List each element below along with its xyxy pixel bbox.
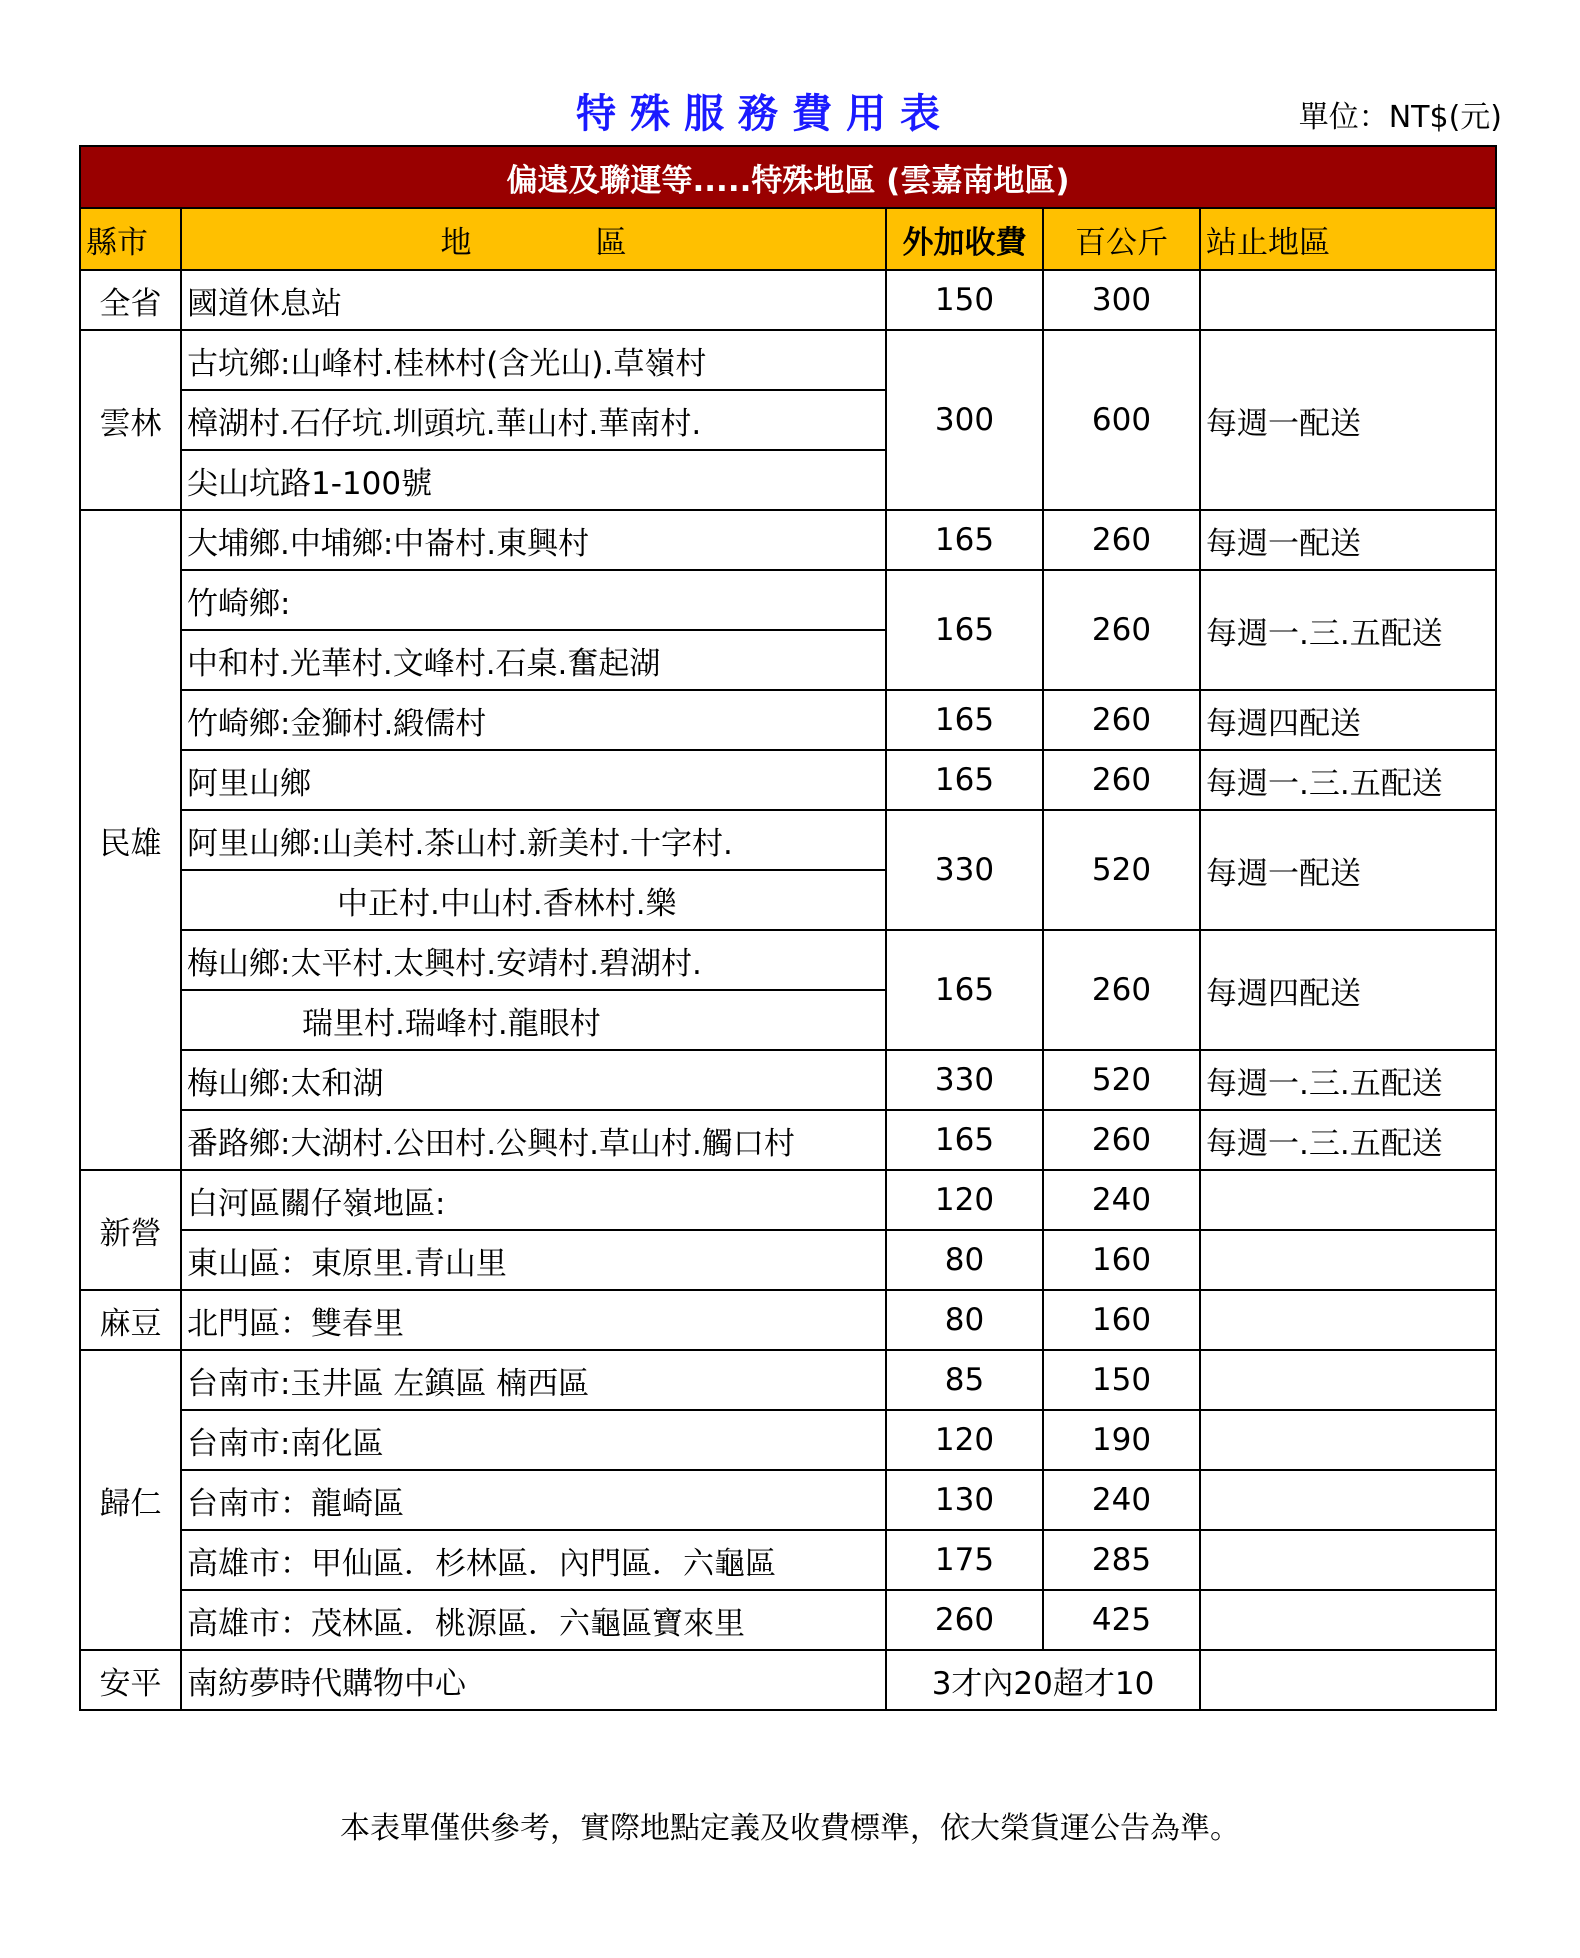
surcharge-cell: 330 <box>886 1050 1043 1110</box>
stop-cell: 每週四配送 <box>1200 690 1496 750</box>
stop-cell: 每週一配送 <box>1200 510 1496 570</box>
stop-cell <box>1200 270 1496 330</box>
stop-cell: 每週四配送 <box>1200 930 1496 1050</box>
stop-cell: 每週一配送 <box>1200 330 1496 510</box>
per100kg-cell: 260 <box>1043 750 1200 810</box>
header-area: 地 區 <box>181 208 886 270</box>
per100kg-cell: 160 <box>1043 1290 1200 1350</box>
area-cell: 白河區關仔嶺地區: <box>181 1170 886 1230</box>
surcharge-cell: 165 <box>886 930 1043 1050</box>
surcharge-cell: 80 <box>886 1230 1043 1290</box>
fee-table <box>79 145 1497 1711</box>
stop-cell <box>1200 1230 1496 1290</box>
banner-row <box>80 146 1496 208</box>
table-row <box>80 930 1496 990</box>
table-row <box>80 1470 1496 1530</box>
stop-cell <box>1200 1290 1496 1350</box>
table-row <box>80 330 1496 390</box>
area-cell: 樟湖村.石仔坑.圳頭坑.華山村.華南村. <box>181 390 886 450</box>
per100kg-cell: 190 <box>1043 1410 1200 1470</box>
stop-cell <box>1200 1410 1496 1470</box>
per100kg-cell: 425 <box>1043 1590 1200 1650</box>
area-cell: 大埔鄉.中埔鄉:中崙村.東興村 <box>181 510 886 570</box>
per100kg-cell: 520 <box>1043 1050 1200 1110</box>
area-cell: 阿里山鄉 <box>181 750 886 810</box>
table-row <box>80 1050 1496 1110</box>
area-cell: 尖山坑路1-100號 <box>181 450 886 510</box>
unit-label: 單位：NT$(元) <box>1298 100 1502 135</box>
per100kg-cell: 520 <box>1043 810 1200 930</box>
surcharge-cell: 165 <box>886 510 1043 570</box>
area-cell: 梅山鄉:太和湖 <box>181 1050 886 1110</box>
surcharge-cell: 120 <box>886 1410 1043 1470</box>
surcharge-cell: 150 <box>886 270 1043 330</box>
area-cell: 竹崎鄉: <box>181 570 886 630</box>
stop-cell: 每週一.三.五配送 <box>1200 1110 1496 1170</box>
surcharge-cell: 80 <box>886 1290 1043 1350</box>
area-cell: 高雄市：甲仙區．杉林區．內門區．六龜區 <box>181 1530 886 1590</box>
region-banner: 偏遠及聯運等.....特殊地區 (雲嘉南地區) <box>80 146 1496 208</box>
per100kg-cell: 240 <box>1043 1170 1200 1230</box>
table-row <box>80 810 1496 870</box>
table-row <box>80 510 1496 570</box>
stop-cell <box>1200 1350 1496 1410</box>
table-row <box>80 1530 1496 1590</box>
area-cell: 瑞里村.瑞峰村.龍眼村 <box>181 990 886 1050</box>
stop-cell: 每週一.三.五配送 <box>1200 750 1496 810</box>
fee-cell: 3才內20超才10 <box>886 1650 1200 1710</box>
county-cell: 新營 <box>80 1170 181 1290</box>
footnote: 本表單僅供參考，實際地點定義及收費標準，依大榮貨運公告為準。 <box>340 1811 1240 1846</box>
stop-cell <box>1200 1170 1496 1230</box>
area-cell: 台南市：龍崎區 <box>181 1470 886 1530</box>
stop-cell: 每週一配送 <box>1200 810 1496 930</box>
area-cell: 梅山鄉:太平村.太興村.安靖村.碧湖村. <box>181 930 886 990</box>
area-cell: 古坑鄉:山峰村.桂林村(含光山).草嶺村 <box>181 330 886 390</box>
table-row <box>80 750 1496 810</box>
per100kg-cell: 260 <box>1043 1110 1200 1170</box>
table-row <box>80 1290 1496 1350</box>
table-row <box>80 270 1496 330</box>
area-cell: 國道休息站 <box>181 270 886 330</box>
per100kg-cell: 150 <box>1043 1350 1200 1410</box>
surcharge-cell: 165 <box>886 1110 1043 1170</box>
surcharge-cell: 330 <box>886 810 1043 930</box>
surcharge-cell: 165 <box>886 690 1043 750</box>
per100kg-cell: 260 <box>1043 690 1200 750</box>
table-row <box>80 1650 1496 1710</box>
stop-cell: 每週一.三.五配送 <box>1200 570 1496 690</box>
stop-cell <box>1200 1650 1496 1710</box>
area-cell: 中和村.光華村.文峰村.石桌.奮起湖 <box>181 630 886 690</box>
page-title: 特殊服務費用表 <box>576 91 954 137</box>
header-stop: 站止地區 <box>1200 208 1496 270</box>
area-cell: 台南市:南化區 <box>181 1410 886 1470</box>
per100kg-cell: 260 <box>1043 930 1200 1050</box>
table-row <box>80 1110 1496 1170</box>
table-row <box>80 1170 1496 1230</box>
area-cell: 北門區：雙春里 <box>181 1290 886 1350</box>
header-row <box>80 208 1496 270</box>
area-cell: 台南市:玉井區 左鎮區 楠西區 <box>181 1350 886 1410</box>
table-row <box>80 1350 1496 1410</box>
per100kg-cell: 600 <box>1043 330 1200 510</box>
area-cell: 竹崎鄉:金獅村.緞儒村 <box>181 690 886 750</box>
surcharge-cell: 165 <box>886 570 1043 690</box>
surcharge-cell: 175 <box>886 1530 1043 1590</box>
area-cell: 番路鄉:大湖村.公田村.公興村.草山村.觸口村 <box>181 1110 886 1170</box>
surcharge-cell: 300 <box>886 330 1043 510</box>
table-row <box>80 1230 1496 1290</box>
table-row <box>80 1590 1496 1650</box>
surcharge-cell: 130 <box>886 1470 1043 1530</box>
surcharge-cell: 260 <box>886 1590 1043 1650</box>
surcharge-cell: 120 <box>886 1170 1043 1230</box>
per100kg-cell: 260 <box>1043 570 1200 690</box>
stop-cell: 每週一.三.五配送 <box>1200 1050 1496 1110</box>
per100kg-cell: 285 <box>1043 1530 1200 1590</box>
county-cell: 民雄 <box>80 510 181 1170</box>
county-cell: 雲林 <box>80 330 181 510</box>
per100kg-cell: 300 <box>1043 270 1200 330</box>
header-surcharge: 外加收費 <box>886 208 1043 270</box>
stop-cell <box>1200 1530 1496 1590</box>
header-per100kg: 百公斤 <box>1043 208 1200 270</box>
area-cell: 高雄市：茂林區．桃源區．六龜區寶來里 <box>181 1590 886 1650</box>
per100kg-cell: 260 <box>1043 510 1200 570</box>
area-cell: 南紡夢時代購物中心 <box>181 1650 886 1710</box>
header-county: 縣市 <box>80 208 181 270</box>
stop-cell <box>1200 1590 1496 1650</box>
county-cell: 麻豆 <box>80 1290 181 1350</box>
county-cell: 全省 <box>80 270 181 330</box>
stop-cell <box>1200 1470 1496 1530</box>
per100kg-cell: 240 <box>1043 1470 1200 1530</box>
county-cell: 歸仁 <box>80 1350 181 1650</box>
per100kg-cell: 160 <box>1043 1230 1200 1290</box>
table-row <box>80 570 1496 630</box>
county-cell: 安平 <box>80 1650 181 1710</box>
surcharge-cell: 165 <box>886 750 1043 810</box>
area-cell: 阿里山鄉:山美村.茶山村.新美村.十字村. <box>181 810 886 870</box>
area-cell: 東山區：東原里.青山里 <box>181 1230 886 1290</box>
table-row <box>80 1410 1496 1470</box>
area-cell: 中正村.中山村.香林村.樂 <box>181 870 886 930</box>
table-row <box>80 690 1496 750</box>
surcharge-cell: 85 <box>886 1350 1043 1410</box>
